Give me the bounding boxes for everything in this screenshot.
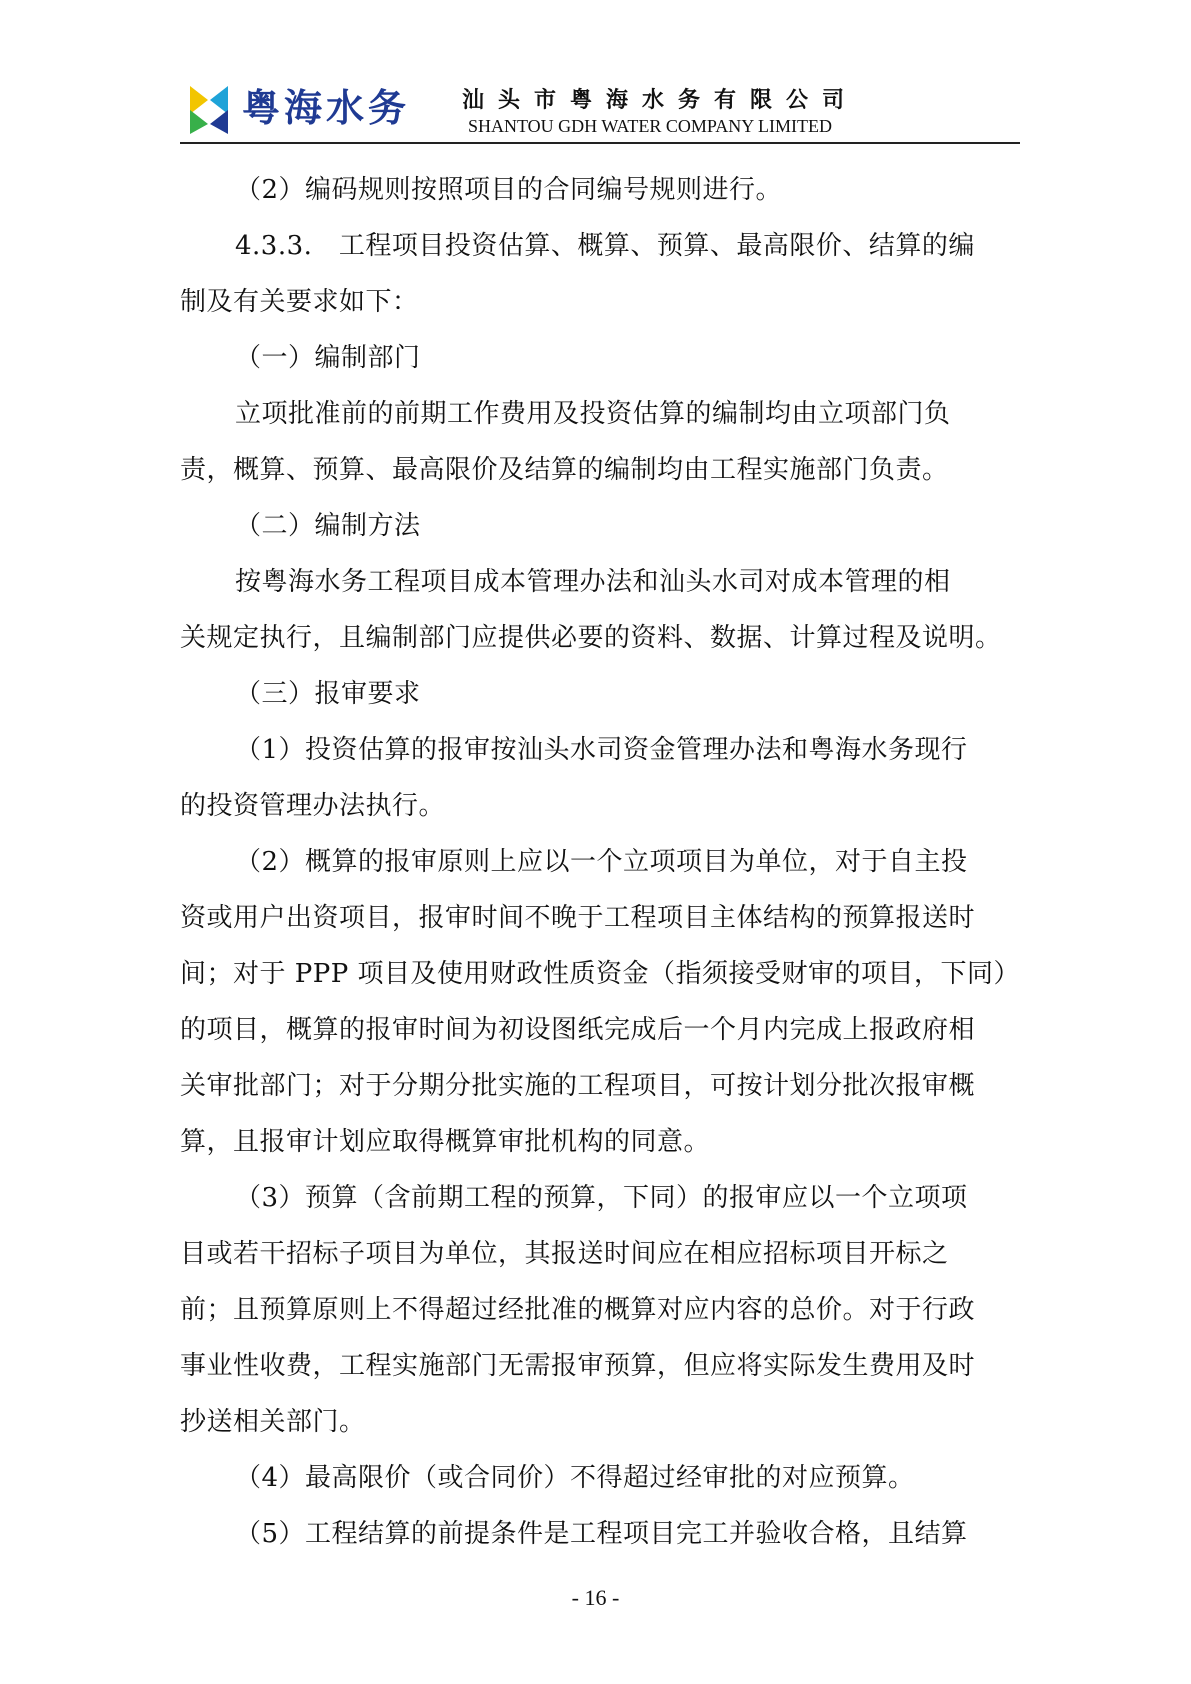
text-line: （5）工程结算的前提条件是工程项目完工并验收合格，且结算 [235, 1519, 968, 1549]
page-header [180, 78, 1020, 144]
text-line: 目或若干招标子项目为单位，其报送时间应在相应招标项目开标之 [180, 1239, 949, 1269]
text-line: （1）投资估算的报审按汕头水司资金管理办法和粤海水务现行 [235, 735, 968, 765]
section-heading: （一）编制部门 [235, 343, 421, 373]
text-line: （2）编码规则按照项目的合同编号规则进行。 [235, 175, 783, 205]
text-line: 制及有关要求如下： [180, 287, 419, 317]
text-line: 立项批准前的前期工作费用及投资估算的编制均由立项部门负 [235, 399, 951, 429]
text-line: 的投资管理办法执行。 [180, 791, 446, 821]
text-line: 间；对于 PPP 项目及使用财政性质资金（指须接受财审的项目，下同） [180, 959, 1021, 989]
section-heading: （二）编制方法 [235, 511, 421, 541]
company-name-cn: 汕头市粤海水务有限公司 [461, 88, 858, 113]
text-line: 资或用户出资项目，报审时间不晚于工程项目主体结构的预算报送时 [180, 903, 976, 933]
text-line: 抄送相关部门。 [180, 1407, 366, 1437]
text-line: （4）最高限价（或合同价）不得超过经审批的对应预算。 [235, 1463, 915, 1493]
page-number: - 16 - [571, 1585, 620, 1610]
text-line: 的项目，概算的报审时间为初设图纸完成后一个月内完成上报政府相 [180, 1015, 976, 1045]
text-line: 算，且报审计划应取得概算审批机构的同意。 [180, 1127, 711, 1157]
text-line: 按粤海水务工程项目成本管理办法和汕头水司对成本管理的相 [235, 567, 951, 597]
text-line: 事业性收费，工程实施部门无需报审预算，但应将实际发生费用及时 [180, 1351, 976, 1381]
header-divider [180, 142, 1020, 144]
text-line: 关审批部门；对于分期分批实施的工程项目，可按计划分批次报审概 [180, 1071, 976, 1101]
company-name-en: SHANTOU GDH WATER COMPANY LIMITED [467, 116, 833, 136]
logo-text: 粤海水务 [242, 86, 411, 130]
document-body [180, 162, 1020, 1562]
text-line: 4.3.3. 工程项目投资估算、概算、预算、最高限价、结算的编 [235, 231, 975, 261]
section-heading: （三）报审要求 [235, 679, 421, 709]
text-line: 责，概算、预算、最高限价及结算的编制均由工程实施部门负责。 [180, 455, 949, 485]
company-logo-icon [186, 80, 232, 136]
text-line: （2）概算的报审原则上应以一个立项项目为单位，对于自主投 [235, 847, 968, 877]
text-line: 前；且预算原则上不得超过经批准的概算对应内容的总价。对于行政 [180, 1295, 976, 1325]
text-line: 关规定执行，且编制部门应提供必要的资料、数据、计算过程及说明。 [180, 623, 1002, 653]
text-line: （3）预算（含前期工程的预算，下同）的报审应以一个立项项 [235, 1183, 968, 1213]
